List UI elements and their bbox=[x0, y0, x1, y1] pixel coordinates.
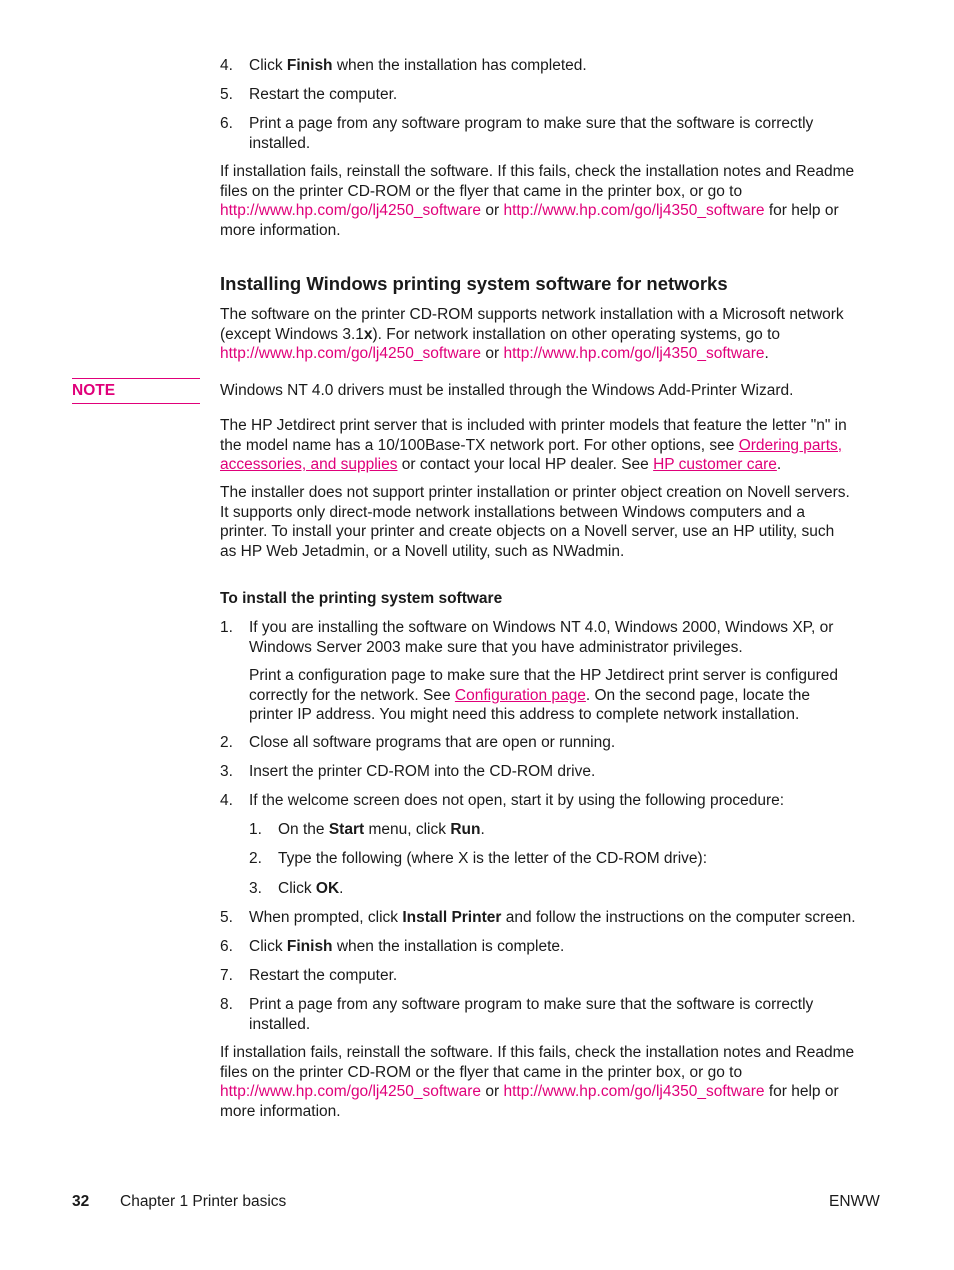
link-lj4250-software[interactable]: http://www.hp.com/go/lj4250_software bbox=[220, 345, 482, 362]
list-text: Print a page from any software program to make sure that the software is correctly installed. bbox=[249, 115, 814, 152]
note-label: NOTE bbox=[72, 378, 200, 404]
list-text: On the Start menu, click Run. bbox=[278, 821, 485, 838]
link-accessories-supplies[interactable]: accessories, and supplies bbox=[220, 456, 398, 473]
list-text: If the welcome screen does not open, start it by using the following procedure: bbox=[249, 792, 785, 809]
list-text: Restart the computer. bbox=[249, 967, 398, 984]
link-ordering-parts[interactable]: Ordering parts, bbox=[738, 436, 843, 454]
paragraph-install-fail: If installation fails, reinstall the software. If this fails, check the installation notes and Readme files on the printer CD-ROM or the flyer that came in the printer box, or go to http://www.hp.com/go/lj4250_software or http://www.hp.com/go/lj4350_software for help or more information. bbox=[220, 163, 855, 239]
list-text: Close all software programs that are open or running. bbox=[249, 734, 616, 751]
list-number: 2. bbox=[220, 734, 233, 751]
list-text: If you are installing the software on Windows NT 4.0, Windows 2000, Windows XP, or Windows Server 2003 make sure that you have administrator privileges. bbox=[249, 619, 834, 656]
list-number: 6. bbox=[220, 115, 233, 132]
footer-enww: ENWW bbox=[829, 1193, 880, 1210]
list-number: 6. bbox=[220, 938, 233, 955]
list-number: 5. bbox=[220, 86, 233, 103]
paragraph-novell: The installer does not support printer installation or printer object creation on Novell servers. It supports only direct-mode network installations between Windows computers and a printer. To install your printer and create objects on a Novell server, use an HP utility, such as HP Web Jetadmin, or a Novell utility, such as NWadmin. bbox=[220, 484, 850, 560]
list-text: Restart the computer. bbox=[249, 86, 398, 103]
note-text: Windows NT 4.0 drivers must be installed through the Windows Add-Printer Wizard. bbox=[220, 382, 794, 399]
paragraph-network-install: The software on the printer CD-ROM supports network installation with a Microsoft network (except Windows 3.1x). For network installation on other operating systems, go to http://www.hp.com/go/lj4250_software or http://www.hp.com/go/lj4350_software. bbox=[220, 306, 844, 362]
list-text: Type the following (where X is the letter of the CD-ROM drive): bbox=[278, 850, 707, 867]
link-hp-customer-care[interactable]: HP customer care bbox=[653, 456, 777, 473]
procedure-heading: To install the printing system software bbox=[220, 590, 503, 607]
list-number: 5. bbox=[220, 909, 233, 926]
list-number: 1. bbox=[249, 821, 262, 838]
list-text: Click Finish when the installation has completed. bbox=[249, 57, 587, 74]
list-text: Click Finish when the installation is complete. bbox=[249, 938, 565, 955]
list-number: 3. bbox=[220, 763, 233, 780]
list-number: 2. bbox=[249, 850, 262, 867]
paragraph-jetdirect: The HP Jetdirect print server that is included with printer models that feature the letter "n" in the model name has a 10/100Base-TX network port. For other options, see Ordering parts, accessories, and supplies or contact your local HP dealer. See HP customer care. bbox=[220, 417, 847, 473]
link-lj4350-software[interactable]: http://www.hp.com/go/lj4350_software bbox=[503, 202, 765, 219]
paragraph-install-fail: If installation fails, reinstall the software. If this fails, check the installation notes and Readme files on the printer CD-ROM or the flyer that came in the printer box, or go to http://www.hp.com/go/lj4250_software or http://www.hp.com/go/lj4350_software for help or more information. bbox=[220, 1044, 855, 1120]
footer-chapter: Chapter 1 Printer basics bbox=[120, 1193, 287, 1210]
list-number: 4. bbox=[220, 792, 233, 809]
link-lj4250-software[interactable]: http://www.hp.com/go/lj4250_software bbox=[220, 1083, 482, 1100]
list-text: Print a page from any software program to make sure that the software is correctly installed. bbox=[249, 996, 814, 1033]
list-number: 8. bbox=[220, 996, 233, 1013]
page-number: 32 bbox=[72, 1193, 90, 1210]
list-text: When prompted, click Install Printer and follow the instructions on the computer screen. bbox=[249, 909, 856, 926]
list-number: 3. bbox=[249, 880, 262, 897]
link-lj4350-software[interactable]: http://www.hp.com/go/lj4350_software bbox=[503, 1083, 765, 1100]
list-text: Click OK. bbox=[278, 880, 344, 897]
section-heading: Installing Windows printing system software for networks bbox=[220, 273, 728, 294]
list-number: 7. bbox=[220, 967, 233, 984]
link-lj4250-software[interactable]: http://www.hp.com/go/lj4250_software bbox=[220, 202, 482, 219]
list-text: Insert the printer CD-ROM into the CD-ROM drive. bbox=[249, 763, 596, 780]
link-configuration-page[interactable]: Configuration page bbox=[454, 686, 586, 704]
list-number: 1. bbox=[220, 619, 233, 636]
link-lj4350-software[interactable]: http://www.hp.com/go/lj4350_software bbox=[503, 345, 765, 362]
list-number: 4. bbox=[220, 57, 233, 74]
step-1-detail: Print a configuration page to make sure that the HP Jetdirect print server is configured correctly for the network. See Configuration page. On the second page, locate the printer IP address. You might need this address to complete network installation. bbox=[249, 667, 839, 723]
